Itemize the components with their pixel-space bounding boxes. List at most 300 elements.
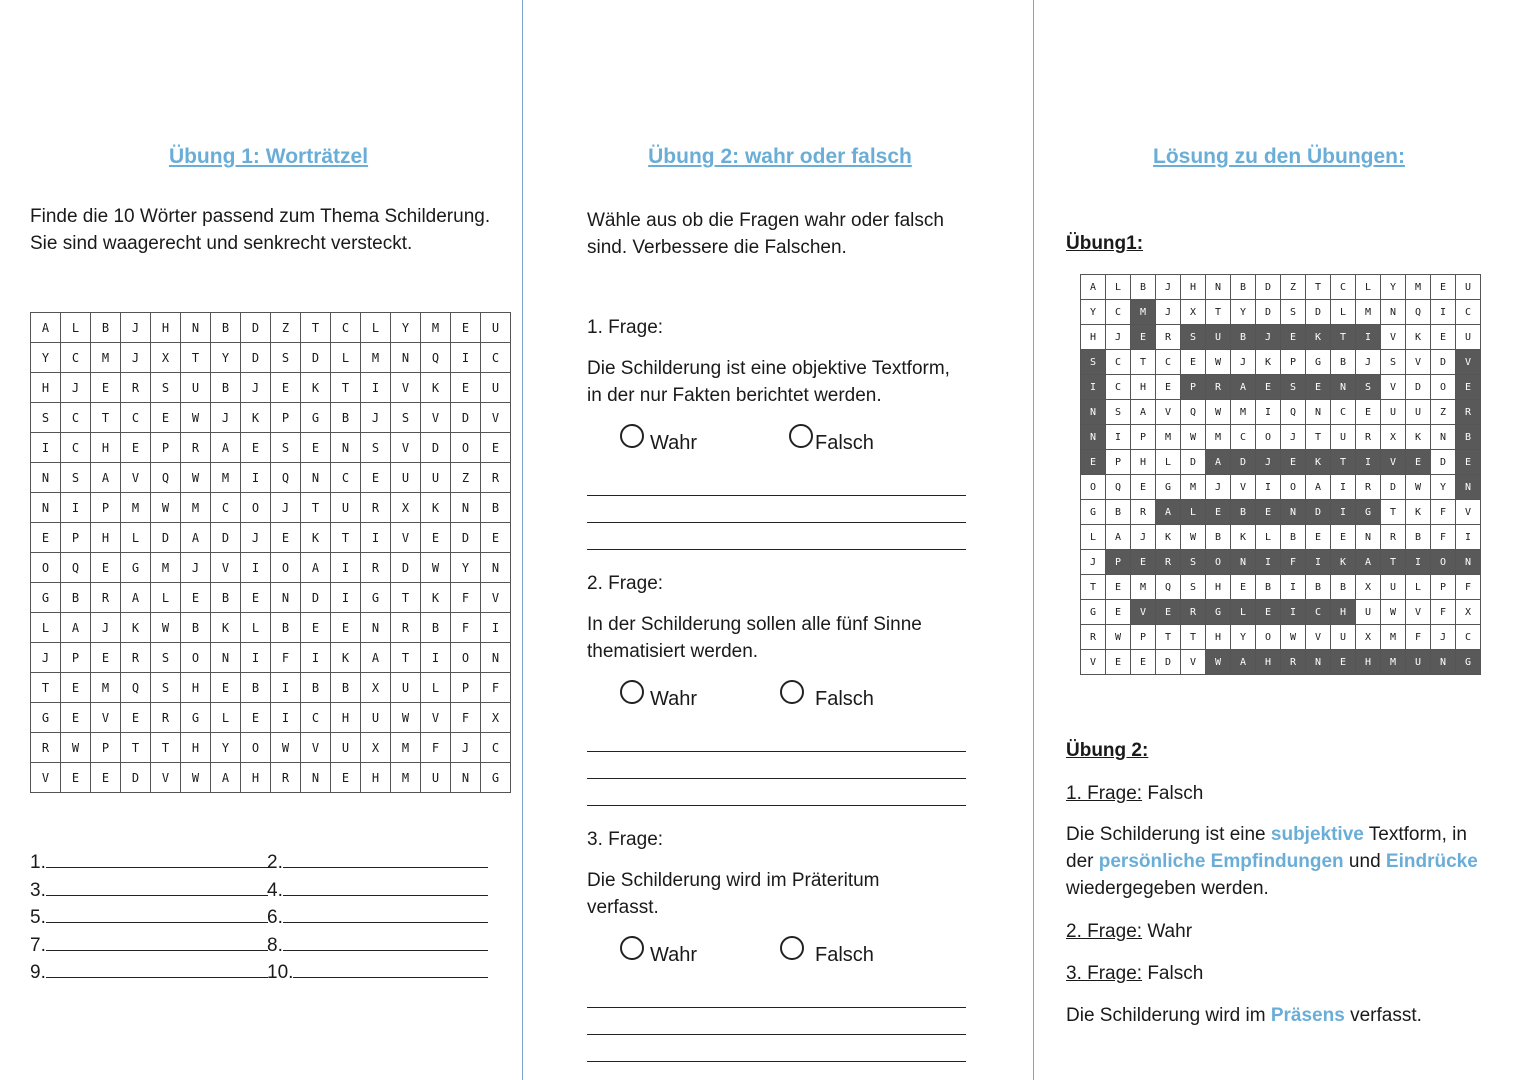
- grid-cell: U: [361, 703, 391, 733]
- grid-cell: A: [301, 553, 331, 583]
- grid-cell: R: [481, 463, 511, 493]
- grid-cell: T: [91, 403, 121, 433]
- solution-grid-cell: N: [1431, 650, 1456, 675]
- grid-cell: C: [331, 463, 361, 493]
- grid-cell: T: [301, 313, 331, 343]
- solution-grid-cell: C: [1456, 625, 1481, 650]
- answer-line[interactable]: [30, 904, 268, 931]
- solution-grid-cell: X: [1181, 300, 1206, 325]
- solution-grid-cell: R: [1131, 500, 1156, 525]
- solution-grid-cell: R: [1356, 475, 1381, 500]
- answer-rule[interactable]: [46, 849, 268, 868]
- solution-grid-cell: E: [1331, 525, 1356, 550]
- solution-grid-cell: J: [1281, 425, 1306, 450]
- grid-cell: J: [241, 373, 271, 403]
- grid-cell: V: [151, 763, 181, 793]
- solution-grid-cell: C: [1106, 350, 1131, 375]
- solution-grid-cell: J: [1156, 300, 1181, 325]
- grid-cell: E: [481, 523, 511, 553]
- solution-grid-cell: C: [1306, 600, 1331, 625]
- solution-grid-cell: E: [1156, 600, 1181, 625]
- solution-grid-cell: I: [1306, 550, 1331, 575]
- answer-number: 1.: [30, 852, 46, 873]
- grid-cell: B: [271, 613, 301, 643]
- solution-grid-cell: E: [1431, 325, 1456, 350]
- grid-cell: Y: [211, 343, 241, 373]
- grid-cell: P: [91, 493, 121, 523]
- grid-cell: M: [121, 493, 151, 523]
- solution-grid-cell: I: [1356, 450, 1381, 475]
- grid-cell: J: [451, 733, 481, 763]
- solution-grid-cell: N: [1206, 275, 1231, 300]
- solution-word-search-grid: [1080, 274, 1481, 675]
- grid-cell: F: [451, 703, 481, 733]
- grid-cell: D: [301, 343, 331, 373]
- grid-row: [31, 343, 511, 373]
- answer-rule[interactable]: [46, 904, 268, 923]
- grid-cell: A: [181, 523, 211, 553]
- solution-grid-cell: R: [1206, 375, 1231, 400]
- grid-cell: V: [421, 403, 451, 433]
- solution-grid-cell: S: [1181, 325, 1206, 350]
- grid-cell: L: [361, 313, 391, 343]
- grid-cell: J: [121, 343, 151, 373]
- solution-grid-cell: H: [1131, 450, 1156, 475]
- grid-cell: S: [151, 373, 181, 403]
- grid-cell: E: [151, 403, 181, 433]
- solution-grid-cell: M: [1156, 425, 1181, 450]
- correction-line[interactable]: [587, 1034, 966, 1035]
- answer-line[interactable]: [267, 877, 488, 904]
- grid-cell: E: [121, 433, 151, 463]
- grid-cell: O: [241, 733, 271, 763]
- solution-grid-cell: R: [1156, 550, 1181, 575]
- solution-grid-cell: E: [1106, 650, 1131, 675]
- solution-grid-cell: Y: [1081, 300, 1106, 325]
- radio-falsch[interactable]: [780, 936, 804, 960]
- grid-cell: U: [421, 763, 451, 793]
- solution-grid-row: [1081, 625, 1481, 650]
- grid-cell: E: [301, 433, 331, 463]
- answer-number: 4.: [267, 879, 283, 901]
- solution-q1-text: Die Schilderung ist eine: [1066, 824, 1271, 845]
- grid-cell: A: [61, 613, 91, 643]
- grid-cell: M: [391, 733, 421, 763]
- answer-line[interactable]: [30, 877, 268, 904]
- grid-cell: H: [331, 703, 361, 733]
- grid-cell: A: [31, 313, 61, 343]
- grid-cell: D: [241, 343, 271, 373]
- solution-grid-cell: Q: [1106, 475, 1131, 500]
- solution-grid-cell: V: [1381, 450, 1406, 475]
- grid-cell: S: [271, 343, 301, 373]
- grid-cell: W: [151, 493, 181, 523]
- grid-cell: L: [31, 613, 61, 643]
- grid-cell: K: [421, 373, 451, 403]
- solution-grid-cell: M: [1231, 400, 1256, 425]
- solution-grid-cell: V: [1156, 400, 1181, 425]
- solution-grid-cell: E: [1406, 450, 1431, 475]
- correction-line[interactable]: [587, 522, 966, 523]
- grid-cell: M: [421, 313, 451, 343]
- grid-cell: C: [211, 493, 241, 523]
- answer-line[interactable]: [30, 849, 268, 876]
- grid-cell: I: [451, 343, 481, 373]
- grid-row: [31, 523, 511, 553]
- solution-grid-cell: I: [1431, 300, 1456, 325]
- solution-grid-cell: P: [1131, 625, 1156, 650]
- grid-cell: X: [361, 733, 391, 763]
- grid-cell: H: [181, 733, 211, 763]
- correction-line[interactable]: [587, 805, 966, 806]
- grid-row: [31, 643, 511, 673]
- solution-grid-cell: A: [1131, 400, 1156, 425]
- solution-grid-cell: U: [1406, 650, 1431, 675]
- grid-cell: B: [481, 493, 511, 523]
- grid-cell: G: [121, 553, 151, 583]
- grid-cell: O: [181, 643, 211, 673]
- solution-grid-cell: E: [1206, 500, 1231, 525]
- grid-cell: O: [31, 553, 61, 583]
- grid-cell: E: [241, 583, 271, 613]
- grid-cell: W: [181, 763, 211, 793]
- grid-cell: M: [181, 493, 211, 523]
- grid-cell: Q: [421, 343, 451, 373]
- grid-cell: K: [331, 643, 361, 673]
- grid-cell: L: [61, 313, 91, 343]
- grid-cell: N: [481, 643, 511, 673]
- grid-cell: I: [361, 373, 391, 403]
- grid-cell: I: [61, 493, 91, 523]
- solution-grid-cell: P: [1106, 450, 1131, 475]
- grid-cell: E: [301, 613, 331, 643]
- solution-q3: [1066, 960, 1203, 987]
- grid-cell: B: [211, 313, 241, 343]
- grid-cell: T: [181, 343, 211, 373]
- solution-grid-cell: W: [1181, 525, 1206, 550]
- solution-grid-cell: V: [1456, 350, 1481, 375]
- answer-line[interactable]: [267, 932, 488, 959]
- solution-grid-cell: L: [1156, 450, 1181, 475]
- radio-falsch-label: Falsch: [815, 432, 874, 454]
- solution-grid-cell: B: [1306, 575, 1331, 600]
- solution-grid-cell: G: [1356, 500, 1381, 525]
- grid-cell: V: [211, 553, 241, 583]
- solution-grid-cell: U: [1331, 625, 1356, 650]
- grid-row: [31, 673, 511, 703]
- solution-grid-cell: A: [1306, 475, 1331, 500]
- solution-grid-cell: E: [1081, 450, 1106, 475]
- grid-cell: E: [271, 523, 301, 553]
- solution-grid-cell: A: [1206, 450, 1231, 475]
- solution-grid-cell: H: [1131, 375, 1156, 400]
- solution-grid-cell: M: [1406, 275, 1431, 300]
- grid-cell: T: [331, 373, 361, 403]
- grid-row: [31, 613, 511, 643]
- answer-rule[interactable]: [283, 849, 488, 868]
- answer-line[interactable]: [267, 904, 488, 931]
- answer-rule[interactable]: [283, 932, 488, 951]
- solution-grid-cell: S: [1356, 375, 1381, 400]
- grid-cell: H: [91, 523, 121, 553]
- grid-cell: E: [241, 703, 271, 733]
- grid-cell: U: [421, 463, 451, 493]
- grid-cell: P: [61, 643, 91, 673]
- solution-grid-cell: J: [1156, 275, 1181, 300]
- grid-cell: M: [91, 343, 121, 373]
- answer-rule[interactable]: [46, 932, 268, 951]
- correction-line[interactable]: [587, 495, 966, 496]
- solution-grid-cell: N: [1081, 400, 1106, 425]
- solution-grid-cell: V: [1381, 325, 1406, 350]
- radio-wahr[interactable]: [620, 424, 644, 448]
- grid-cell: B: [211, 583, 241, 613]
- grid-row: [31, 403, 511, 433]
- solution-grid-cell: V: [1131, 600, 1156, 625]
- radio-falsch-label: Falsch: [815, 688, 874, 710]
- grid-cell: T: [31, 673, 61, 703]
- grid-cell: Y: [31, 343, 61, 373]
- answer-rule[interactable]: [293, 959, 488, 978]
- solution-grid-cell: T: [1306, 275, 1331, 300]
- grid-cell: H: [31, 373, 61, 403]
- grid-cell: M: [361, 343, 391, 373]
- answer-line[interactable]: [30, 959, 268, 986]
- grid-cell: V: [391, 373, 421, 403]
- solution-grid-cell: Y: [1381, 275, 1406, 300]
- grid-cell: E: [421, 523, 451, 553]
- correction-line[interactable]: [587, 1061, 966, 1062]
- grid-cell: F: [451, 613, 481, 643]
- grid-cell: E: [451, 373, 481, 403]
- solution-grid-cell: Y: [1231, 300, 1256, 325]
- correction-line[interactable]: [587, 751, 966, 752]
- solution-grid-cell: I: [1256, 475, 1281, 500]
- grid-cell: B: [241, 673, 271, 703]
- solution-grid-cell: K: [1406, 425, 1431, 450]
- grid-cell: N: [301, 763, 331, 793]
- grid-cell: N: [451, 493, 481, 523]
- question-label: 1. Frage:: [587, 317, 664, 338]
- grid-cell: E: [211, 673, 241, 703]
- solution-grid-cell: G: [1081, 500, 1106, 525]
- grid-cell: R: [181, 433, 211, 463]
- solution-q3-answer: Falsch: [1147, 963, 1204, 984]
- solution-grid-cell: M: [1381, 650, 1406, 675]
- solution-grid-cell: O: [1256, 625, 1281, 650]
- solution-grid-cell: M: [1356, 300, 1381, 325]
- answer-line[interactable]: [30, 932, 268, 959]
- radio-wahr-label: Wahr: [650, 944, 698, 966]
- solution-grid-cell: I: [1106, 425, 1131, 450]
- correction-line[interactable]: [587, 1007, 966, 1008]
- solution-grid-cell: B: [1106, 500, 1131, 525]
- grid-cell: P: [61, 523, 91, 553]
- solution-grid-cell: P: [1106, 550, 1131, 575]
- grid-cell: K: [421, 583, 451, 613]
- grid-cell: D: [421, 433, 451, 463]
- grid-cell: R: [391, 613, 421, 643]
- grid-cell: C: [61, 343, 91, 373]
- solution-grid-cell: L: [1081, 525, 1106, 550]
- answer-line[interactable]: [267, 849, 488, 876]
- grid-cell: D: [301, 583, 331, 613]
- solution-grid-cell: H: [1206, 625, 1231, 650]
- grid-cell: A: [211, 433, 241, 463]
- solution-grid-row: [1081, 525, 1481, 550]
- solution-grid-row: [1081, 600, 1481, 625]
- question-text-line: in der nur Fakten berichtet werden.: [587, 385, 882, 406]
- solution-grid-cell: M: [1381, 625, 1406, 650]
- grid-cell: C: [331, 313, 361, 343]
- solution-grid-cell: R: [1356, 425, 1381, 450]
- solution-grid-cell: N: [1081, 425, 1106, 450]
- solution-grid-row: [1081, 350, 1481, 375]
- solution-grid-cell: B: [1281, 525, 1306, 550]
- solution-grid-cell: E: [1156, 375, 1181, 400]
- radio-wahr[interactable]: [620, 680, 644, 704]
- solution-grid-cell: E: [1456, 375, 1481, 400]
- solution-grid-cell: S: [1281, 300, 1306, 325]
- radio-wahr[interactable]: [620, 936, 644, 960]
- answer-rule[interactable]: [283, 904, 488, 923]
- grid-cell: R: [151, 703, 181, 733]
- solution-grid-cell: N: [1356, 525, 1381, 550]
- solution-q3-text: Die Schilderung wird im: [1066, 1005, 1271, 1026]
- solution-grid-row: [1081, 500, 1481, 525]
- keyword-subjektive: subjektive: [1270, 824, 1364, 845]
- correction-line[interactable]: [587, 778, 966, 779]
- grid-cell: X: [391, 493, 421, 523]
- solution-grid-cell: G: [1206, 600, 1231, 625]
- solution-grid-cell: Y: [1231, 625, 1256, 650]
- solution-grid-cell: V: [1231, 475, 1256, 500]
- solution-grid-cell: E: [1431, 275, 1456, 300]
- question-text-line: Die Schilderung ist eine objektive Textform,: [587, 358, 950, 379]
- solution-grid-cell: U: [1456, 325, 1481, 350]
- grid-cell: R: [361, 493, 391, 523]
- solution-grid-cell: N: [1231, 550, 1256, 575]
- grid-cell: Z: [451, 463, 481, 493]
- grid-cell: U: [481, 373, 511, 403]
- ex2-title: Übung 2: wahr oder falsch: [648, 145, 912, 168]
- solution-grid-row: [1081, 375, 1481, 400]
- solution-grid-cell: T: [1331, 325, 1356, 350]
- solution-grid-cell: X: [1356, 625, 1381, 650]
- answer-rule[interactable]: [46, 877, 268, 896]
- solution-ex1-heading: Übung1:: [1066, 233, 1144, 254]
- solution-grid-cell: D: [1156, 650, 1181, 675]
- solution-grid-cell: B: [1231, 275, 1256, 300]
- solution-grid-cell: V: [1306, 625, 1331, 650]
- grid-cell: T: [331, 523, 361, 553]
- solution-grid-cell: C: [1156, 350, 1181, 375]
- solution-grid-cell: K: [1306, 325, 1331, 350]
- answer-number: 8.: [267, 934, 283, 956]
- grid-cell: B: [211, 373, 241, 403]
- solution-grid-cell: M: [1181, 475, 1206, 500]
- grid-row: [31, 493, 511, 523]
- solution-grid-row: [1081, 450, 1481, 475]
- answer-number: 7.: [30, 934, 46, 956]
- solution-q3-label: 3. Frage:: [1066, 963, 1143, 984]
- solution-grid-cell: W: [1281, 625, 1306, 650]
- grid-cell: F: [451, 583, 481, 613]
- solution-grid-cell: A: [1081, 275, 1106, 300]
- grid-cell: Y: [451, 553, 481, 583]
- solution-grid-cell: B: [1406, 525, 1431, 550]
- grid-cell: L: [121, 523, 151, 553]
- answer-rule[interactable]: [46, 959, 268, 978]
- solution-grid-cell: W: [1206, 650, 1231, 675]
- solution-grid-cell: B: [1331, 350, 1356, 375]
- solution-grid-cell: E: [1306, 525, 1331, 550]
- solution-grid-cell: R: [1156, 325, 1181, 350]
- answer-line[interactable]: [267, 959, 488, 986]
- grid-cell: T: [301, 493, 331, 523]
- grid-cell: N: [31, 463, 61, 493]
- solution-grid-cell: U: [1406, 400, 1431, 425]
- grid-cell: I: [301, 643, 331, 673]
- ex1-title: Übung 1: Worträtzel: [168, 145, 369, 168]
- solution-grid-cell: M: [1206, 425, 1231, 450]
- grid-cell: S: [61, 463, 91, 493]
- answer-number: 5.: [30, 907, 46, 928]
- solution-q3-explanation: [1066, 1002, 1422, 1029]
- solution-grid-cell: I: [1256, 400, 1281, 425]
- grid-cell: T: [391, 583, 421, 613]
- solution-grid-cell: A: [1356, 550, 1381, 575]
- solution-grid-cell: I: [1256, 550, 1281, 575]
- grid-cell: L: [421, 673, 451, 703]
- grid-cell: W: [61, 733, 91, 763]
- grid-cell: J: [181, 553, 211, 583]
- grid-cell: Q: [151, 463, 181, 493]
- solution-grid-cell: O: [1281, 475, 1306, 500]
- correction-line[interactable]: [587, 549, 966, 550]
- solution-grid-cell: V: [1406, 350, 1431, 375]
- grid-row: [31, 433, 511, 463]
- solution-grid-cell: E: [1131, 550, 1156, 575]
- solution-grid-cell: S: [1106, 400, 1131, 425]
- solution-q1: [1066, 780, 1203, 807]
- solution-grid-cell: H: [1356, 650, 1381, 675]
- solution-grid-cell: K: [1406, 500, 1431, 525]
- solution-grid-cell: A: [1231, 650, 1256, 675]
- solution-grid-row: [1081, 300, 1481, 325]
- grid-cell: E: [241, 433, 271, 463]
- solution-q3-text: verfasst.: [1344, 1005, 1422, 1026]
- solution-q2-answer: Wahr: [1147, 921, 1193, 942]
- answer-rule[interactable]: [283, 877, 488, 896]
- grid-cell: A: [361, 643, 391, 673]
- grid-cell: U: [481, 313, 511, 343]
- grid-cell: E: [331, 763, 361, 793]
- solution-grid-cell: D: [1231, 450, 1256, 475]
- grid-cell: M: [151, 553, 181, 583]
- solution-q1-answer: Falsch: [1147, 783, 1204, 804]
- grid-cell: J: [91, 613, 121, 643]
- solution-grid-cell: D: [1431, 450, 1456, 475]
- radio-falsch[interactable]: [780, 680, 804, 704]
- grid-cell: E: [271, 373, 301, 403]
- radio-falsch[interactable]: [789, 424, 813, 448]
- solution-grid-cell: E: [1281, 450, 1306, 475]
- grid-cell: N: [211, 643, 241, 673]
- solution-grid-cell: I: [1331, 475, 1356, 500]
- solution-grid-cell: Q: [1156, 575, 1181, 600]
- solution-grid-cell: T: [1381, 500, 1406, 525]
